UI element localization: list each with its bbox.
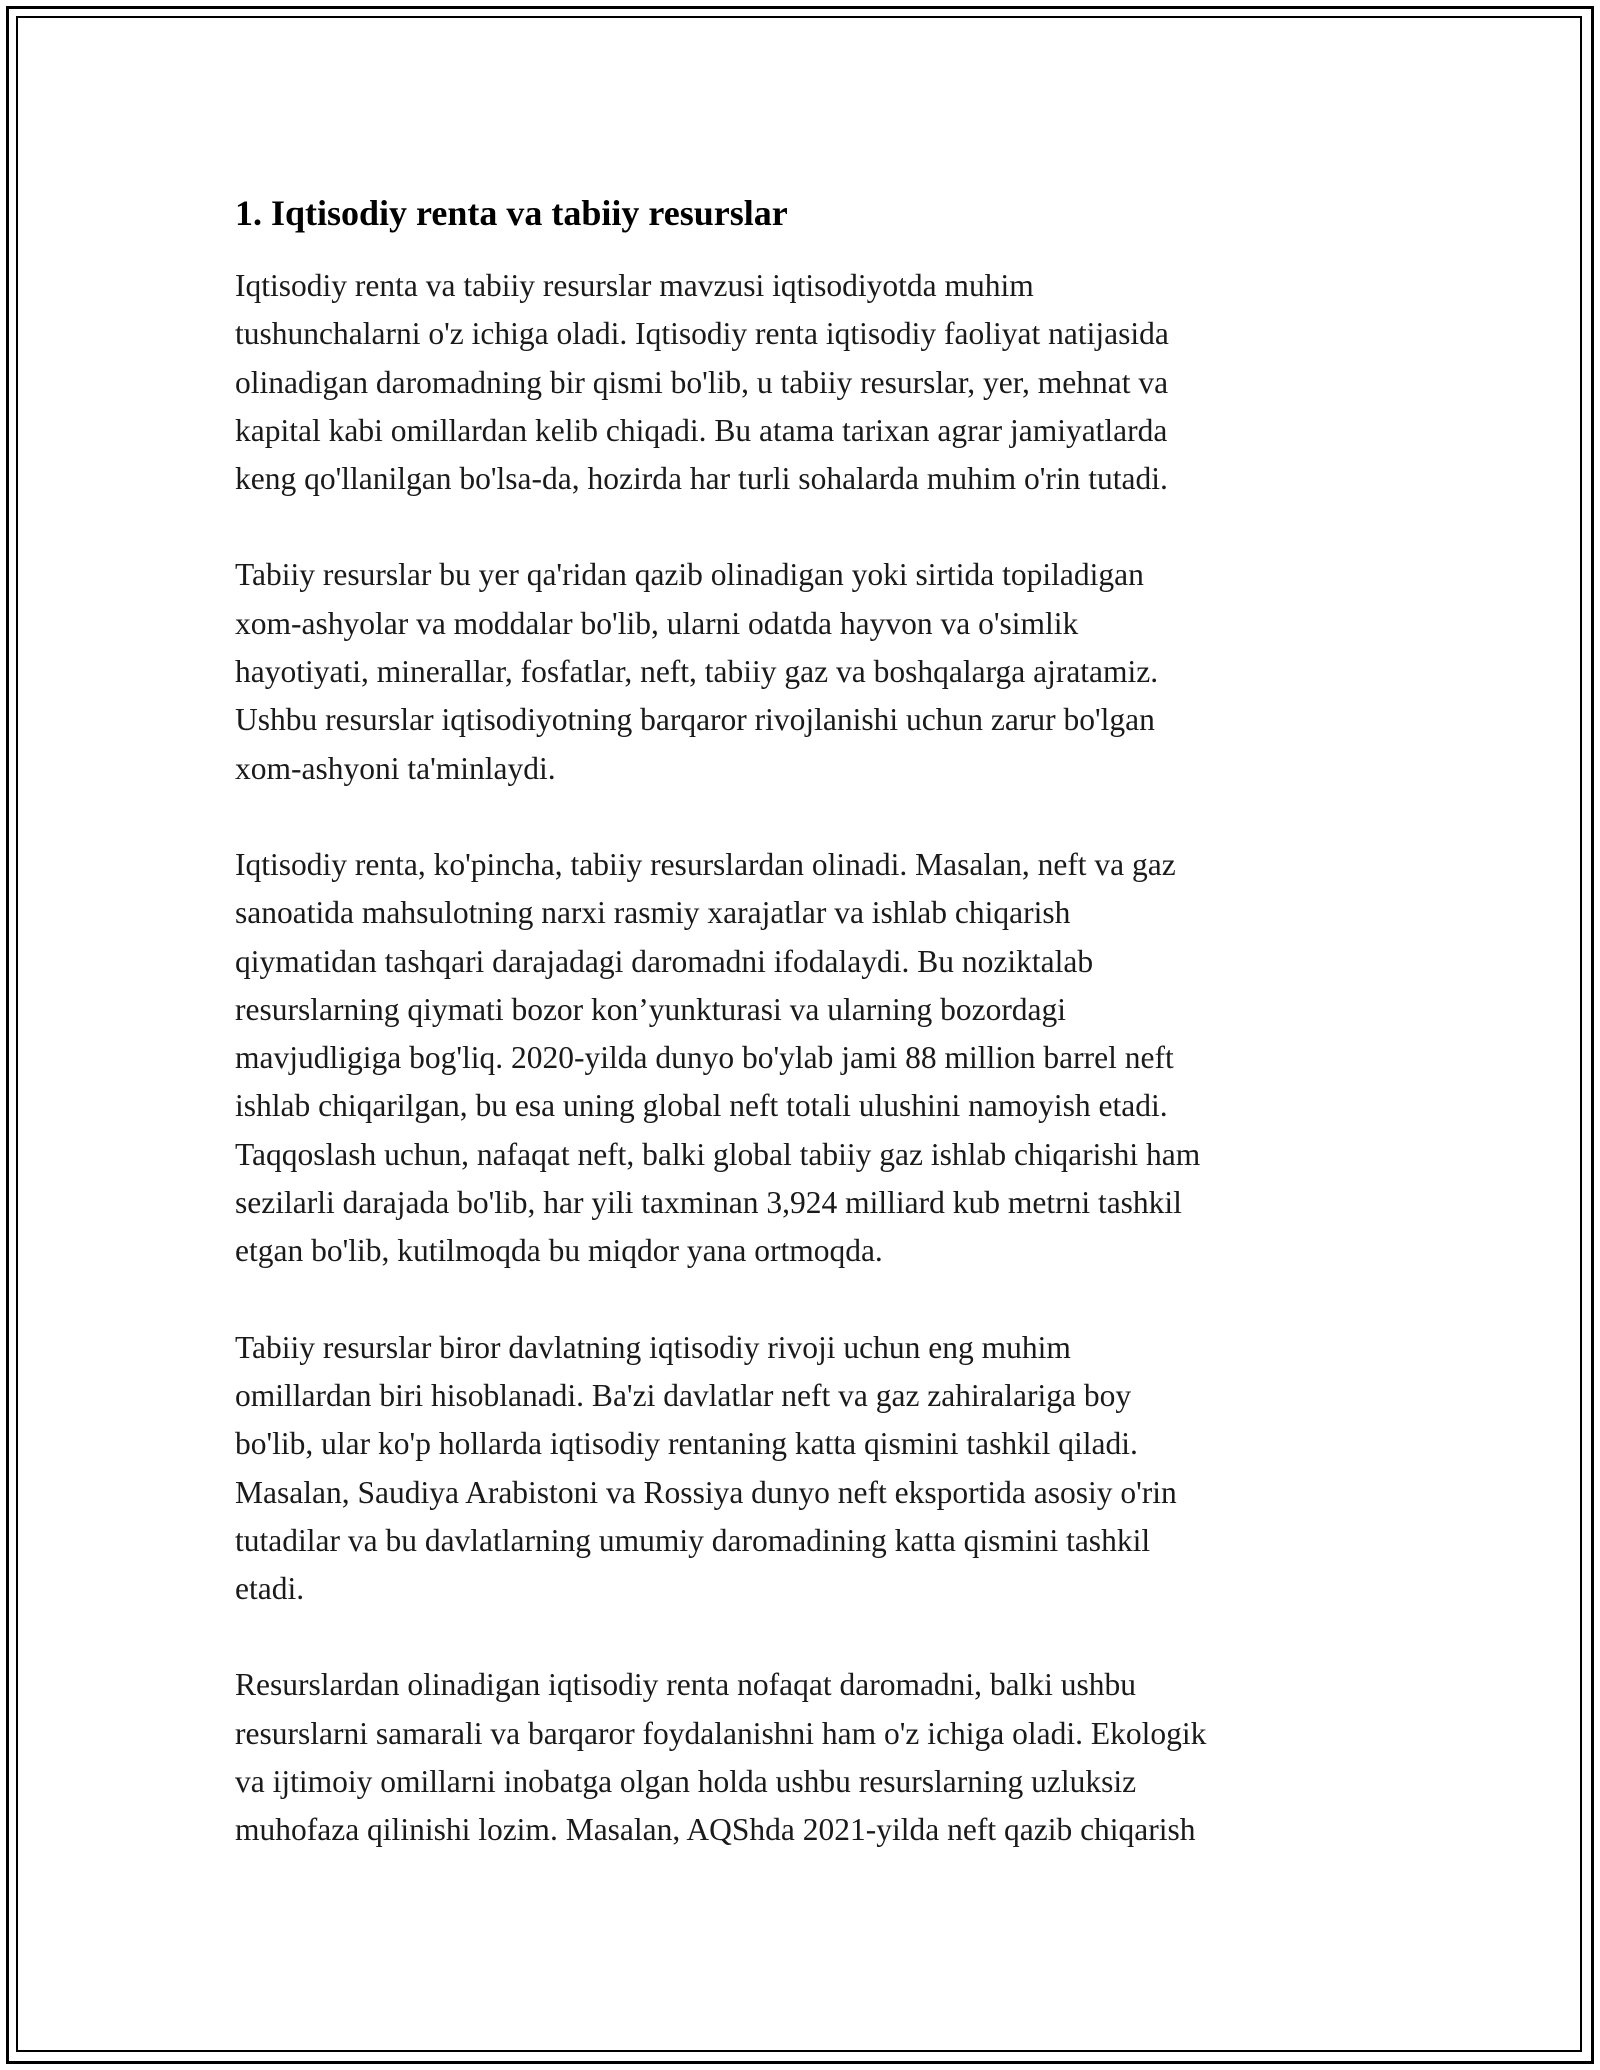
text-line: sezilarli darajada bo'lib, har yili taxminan 3,924 milliard kub metrni tashkil <box>235 1185 1182 1221</box>
text-line: etadi. <box>235 1571 305 1607</box>
text-line: xom-ashyoni ta'minlaydi. <box>235 750 556 786</box>
text-line: tutadilar va bu davlatlarning umumiy daromadining katta qismini tashkil <box>235 1522 1151 1558</box>
text-line: xom-ashyolar va moddalar bo'lib, ularni odatda hayvon va o'simlik <box>235 605 1079 641</box>
text-line: Taqqoslash uchun, nafaqat neft, balki global tabiiy gaz ishlab chiqarishi ham <box>235 1136 1201 1172</box>
text-line: Iqtisodiy renta va tabiiy resurslar mavzusi iqtisodiyotda muhim <box>235 268 1034 303</box>
text-line: Resurslardan olinadigan iqtisodiy renta nofaqat daromadni, balki ushbu <box>235 1667 1137 1703</box>
text-line: Iqtisodiy renta, ko'pincha, tabiiy resurslardan olinadi. Masalan, neft va gaz <box>235 846 1176 882</box>
paragraph-1 <box>235 262 1370 503</box>
text-line: resurslarni samarali va barqaror foydalanishni ham o'z ichiga oladi. Ekologik <box>235 1715 1207 1751</box>
text-line: Masalan, Saudiya Arabistoni va Rossiya dunyo neft eksportida asosiy o'rin <box>235 1474 1177 1510</box>
paragraph-5 <box>235 1661 1370 1854</box>
text-line: omillardan biri hisoblanadi. Ba'zi davlatlar neft va gaz zahiralariga boy <box>235 1377 1132 1413</box>
text-line: qiymatidan tashqari darajadagi daromadni ifodalaydi. Bu noziktalab <box>235 943 1094 979</box>
text-line: muhofaza qilinishi lozim. Masalan, AQShda 2021-yilda neft qazib chiqarish <box>235 1812 1196 1848</box>
text-line: resurslarning qiymati bozor kon’yunkturasi va ularning bozordagi <box>235 991 1067 1027</box>
document-page <box>235 188 1370 1903</box>
paragraph-4 <box>235 1324 1370 1614</box>
paragraph-2 <box>235 551 1370 792</box>
text-line: Ushbu resurslar iqtisodiyotning barqaror rivojlanishi uchun zarur bo'lgan <box>235 702 1155 738</box>
text-line: hayotiyati, minerallar, fosfatlar, neft, tabiiy gaz va boshqalarga ajratamiz. <box>235 654 1159 690</box>
text-line: ishlab chiqarilgan, bu esa uning global neft totali ulushini namoyish etadi. <box>235 1088 1168 1124</box>
section-heading: 1. Iqtisodiy renta va tabiiy resurslar <box>235 193 788 233</box>
text-line: tushunchalarni o'z ichiga oladi. Iqtisodiy renta iqtisodiy faoliyat natijasida <box>235 316 1169 352</box>
text-line: etgan bo'lib, kutilmoqda bu miqdor yana ortmoqda. <box>235 1233 883 1269</box>
text-line: sanoatida mahsulotning narxi rasmiy xarajatlar va ishlab chiqarish <box>235 895 1071 931</box>
text-line: keng qo'llanilgan bo'lsa-da, hozirda har turli sohalarda muhim o'rin tutadi. <box>235 461 1168 497</box>
text-line: kapital kabi omillardan kelib chiqadi. Bu atama tarixan agrar jamiyatlarda <box>235 412 1168 448</box>
text-line: Tabiiy resurslar biror davlatning iqtisodiy rivoji uchun eng muhim <box>235 1329 1071 1365</box>
text-line: olinadigan daromadning bir qismi bo'lib, u tabiiy resurslar, yer, mehnat va <box>235 364 1169 400</box>
text-line: va ijtimoiy omillarni inobatga olgan holda ushbu resurslarning uzluksiz <box>235 1764 1137 1800</box>
text-line: mavjudligiga bog'liq. 2020-yilda dunyo bo'ylab jami 88 million barrel neft <box>235 1040 1174 1076</box>
text-line: Tabiiy resurslar bu yer qa'ridan qazib olinadigan yoki sirtida topiladigan <box>235 557 1144 593</box>
text-line: bo'lib, ular ko'p hollarda iqtisodiy rentaning katta qismini tashkil qiladi. <box>235 1426 1138 1462</box>
paragraph-3 <box>235 841 1370 1276</box>
